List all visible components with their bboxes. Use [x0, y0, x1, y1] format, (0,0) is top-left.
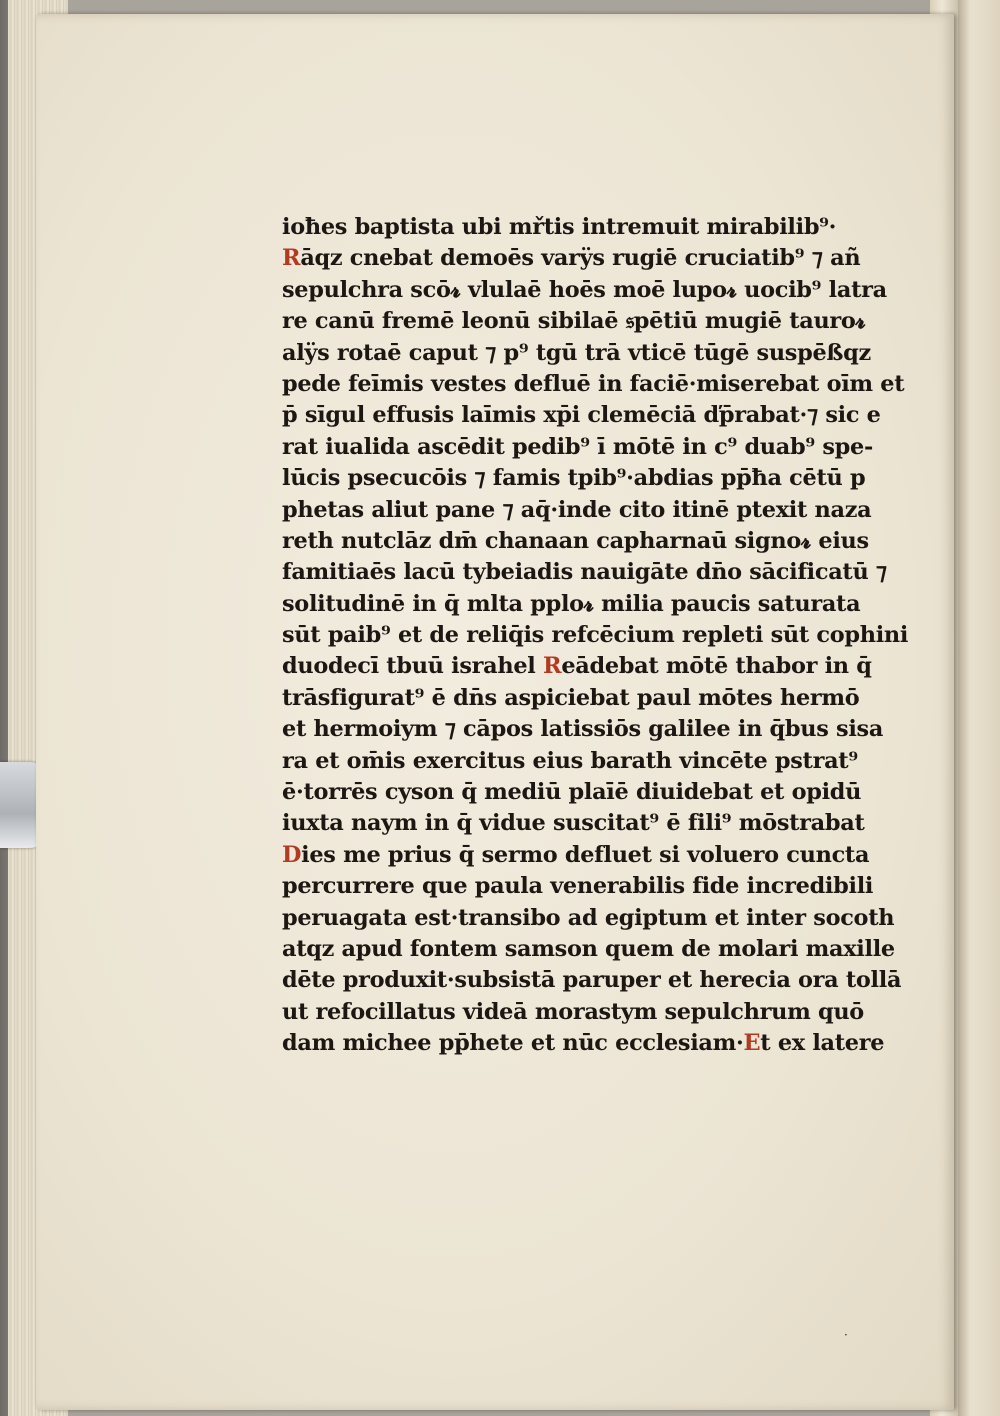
text-block — [282, 212, 909, 1060]
text-line: rat iualida ascēdit pedib⁹ ī mōtē in c⁹ duab⁹ spe- — [282, 433, 873, 460]
text-line: famitiaēs lacū tybeiadis nauigāte dn̄o sācificatū ⁊ — [282, 559, 887, 586]
text-line: dēte produxit·subsistā paruper et herecia ora tollā — [282, 967, 902, 994]
rubricated-initial: R — [282, 245, 301, 272]
text-line: peruagata est·transibo ad egiptum et inter socoth — [282, 904, 895, 931]
text-line-rest: āqz cnebat demoēs varÿs rugiē cruciatib⁹ ⁊ añ — [300, 245, 861, 272]
text-line — [282, 243, 861, 274]
text-line: atqz apud fontem samson quem de molari maxille — [282, 935, 895, 962]
text-line: ioħes baptista ubi mřtis intremuit mirabilib⁹· — [282, 214, 837, 240]
text-line: sepulchra scō𝓻 vlulaē hoēs moē lupo𝓻 uocib⁹ latra — [282, 276, 887, 303]
text-line: p̄ sīgul effusis laīmis xp̄i clemēciā ďp̄rabat·⁊ sic e — [282, 402, 881, 429]
text-line: iuxta naym in q̄ vidue suscitat⁹ ē fili⁹ mōstrabat — [282, 810, 865, 837]
text-line — [282, 840, 870, 871]
text-line: reth nutclāz dm̄ chanaan capharnaū signo𝓻 eius — [282, 527, 869, 554]
text-line: et hermoiym ⁊ cāpos latissiōs galilee in q̄bus sisa — [282, 716, 884, 743]
rubricated-initial: R — [543, 653, 562, 680]
text-line: pede feīmis vestes defluē in faciē·miserebat oīm et — [282, 370, 905, 397]
text-line: lūcis psecucōis ⁊ famis tpib⁹·abdias pp̄ħa cētū p — [282, 465, 866, 492]
rubricated-initial: E — [743, 1030, 761, 1057]
text-line: re canū fremē leonū sibilaē 𝔰pētiū mugiē tauro𝓻 — [282, 308, 866, 335]
text-segment: duodecī tbuū israhel — [282, 653, 543, 680]
text-line — [282, 651, 872, 682]
text-line: ut refocillatus videā morastym sepulchrum quō — [282, 998, 864, 1025]
text-line: alÿs rotaē caput ⁊ p⁹ tgū trā vticē tūgē suspēßqz — [282, 339, 871, 366]
text-segment: ies me prius q̄ sermo defluet si voluero cuncta — [301, 841, 870, 868]
facing-page-edge — [958, 0, 1000, 1416]
text-line: phetas aliut pane ⁊ aq̄·inde cito itinē ptexit naza — [282, 496, 872, 523]
text-line: trāsfigurat⁹ ē dn̄s aspiciebat paul mōtes hermō — [282, 684, 860, 711]
footer-mark: · — [844, 1328, 848, 1342]
text-line: solitudinē in q̄ mlta pplo𝓻 milia paucis saturata — [282, 590, 861, 617]
text-line: ra et om̄is exercitus eius barath vincēte pstrat⁹ — [282, 747, 858, 774]
text-segment: dam michee pp̄hete et nūc ecclesiam· — [282, 1030, 744, 1057]
text-segment: eādebat mōtē thabor in q̄ — [561, 653, 872, 680]
text-line: percurrere que paula venerabilis fide incredibili — [282, 873, 874, 900]
text-line — [282, 1028, 885, 1059]
text-line: sūt paib⁹ et de reliq̄is refcēcium repleti sūt cophini — [282, 622, 909, 649]
text-line: ē·torrēs cyson q̄ mediū plaīē diuidebat et opidū — [282, 779, 862, 806]
rubricated-initial: D — [282, 841, 302, 868]
text-segment: t ex latere — [760, 1030, 885, 1057]
